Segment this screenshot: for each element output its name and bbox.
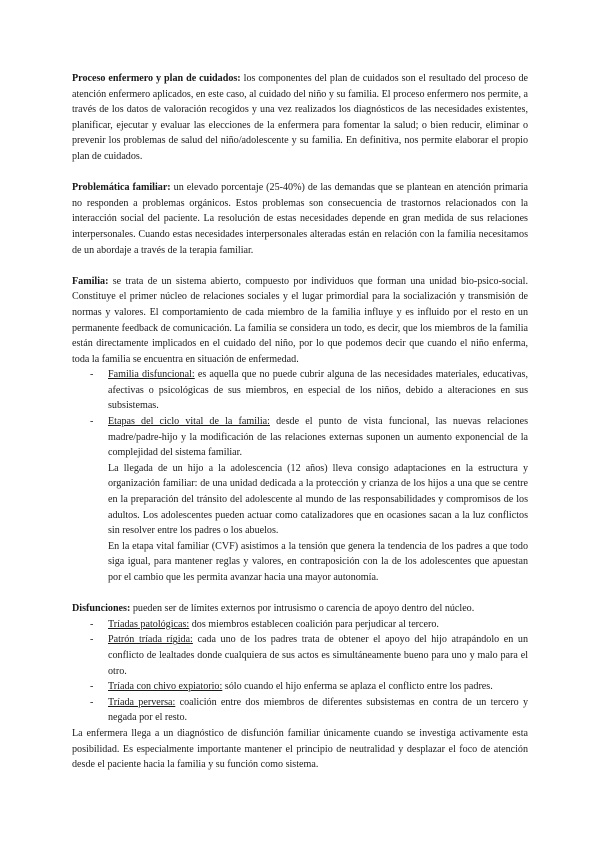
- heading-problematica-familiar: Problemática familiar:: [72, 182, 171, 194]
- indented-paragraph-cvf: En la etapa vital familiar (CVF) asistimos a la tensión que genera la tendencia de los padres a que todo siga igual, para mantener reglas y valores, en contraposición con la de los adolescentes que apuestan por el cambio que les permita avanzar hacia una mayor autonomía.: [108, 540, 528, 583]
- list-item-text: dos miembros establecen coalición para perjudicar al tercero.: [189, 618, 439, 630]
- list-item: [72, 695, 528, 726]
- disfunciones-list: [72, 617, 528, 726]
- list-item-text: cada uno de los padres trata de obtener el apoyo del hijo atrapándolo en un conflicto de lealtades donde cualquiera de sus actos es simultáneamente bueno para uno y malo para el otro.: [108, 634, 528, 677]
- list-item: [72, 632, 528, 679]
- list-item-text: es aquella que no puede cubrir alguna de las necesidades materiales, educativas, afectivas o psicológicas de sus miembros, en especial de los niños, debido a alteraciones en sus subsistemas.: [108, 369, 528, 412]
- list-item-term: Patrón tríada rígida:: [108, 634, 193, 646]
- paragraph-text: pueden ser de límites externos por intrusismo o carencia de apoyo dentro del núcleo.: [130, 603, 475, 615]
- list-item: [72, 679, 528, 695]
- indented-paragraph-adolescencia: La llegada de un hijo a la adolescencia (12 años) lleva consigo adaptaciones en la estructura y organización familiar: de una unidad dedicada a la protección y crianza de los hijos a una que se centre en la preparación del tránsito del adolescente al mundo de las responsabilidades y compromisos de los adultos. Los adolescentes pueden actuar como catalizadores que en ocasiones sacan a la luz conflictos sin resolver entre los padres o los abuelos.: [108, 462, 528, 537]
- heading-familia: Familia:: [72, 275, 109, 287]
- heading-proceso-enfermero: Proceso enfermero y plan de cuidados:: [72, 73, 241, 84]
- list-item: [72, 367, 528, 414]
- list-item: [72, 617, 528, 633]
- list-item-term: Familia disfuncional:: [108, 369, 195, 381]
- list-item-term: Etapas del ciclo vital de la familia:: [108, 416, 270, 428]
- paragraph-familia: [72, 274, 528, 368]
- list-item-term: Tríada con chivo expiatorio:: [108, 681, 223, 693]
- list-item-term: Tríada perversa:: [108, 696, 176, 708]
- list-item-term: Tríadas patológicas:: [108, 618, 190, 630]
- list-item-text: coalición entre dos miembros de diferentes subsistemas en contra de un tercero y negada por el resto.: [108, 696, 528, 724]
- heading-disfunciones: Disfunciones:: [72, 603, 131, 615]
- paragraph-disfunciones: [72, 601, 528, 617]
- paragraph-text: se trata de un sistema abierto, compuesto por individuos que forman una unidad bio-psico-social. Constituye el primer núcleo de relaciones sociales y el lugar primordial para la socialización y transmisión de normas y valores. El comportamiento de cada miembro de la familia influye y es influido por el resto en un permanente feedback de comunicación. La familia se considera un todo, es decir, que los miembros de la familia están directamente implicados en el cuidado del niño, por lo que podemos decir que cuando el niño enferma, toda la familia se encuentra en situación de enfermedad.: [72, 275, 528, 365]
- paragraph-text: un elevado porcentaje (25-40%) de las demandas que se plantean en atención primaria no responden a problemas orgánicos. Estos problemas son consecuencia de trastornos relacionados con la interacción social del paciente. La resolución de estas necesidades depende en gran medida de sus relaciones interpersonales. Cuando estas necesidades interpersonales alteradas están en relación con la familia necesitamos de un abordaje a través de la terapia familiar.: [72, 182, 528, 256]
- paragraph-problematica-familiar: [72, 180, 528, 258]
- list-item-text: sólo cuando el hijo enferma se aplaza el conflicto entre los padres.: [222, 681, 493, 693]
- paragraph-text: los componentes del plan de cuidados son el resultado del proceso de atención enfermero aplicados, en este caso, al cuidado del niño y su familia. El proceso enfermero nos permite, a través de los datos de valoración recogidos y una vez realizados los diagnósticos de las necesidades existentes, planificar, ejecutar y evaluar las elecciones de la enfermera para fomentar la salud; o bien reducir, eliminar o prevenir los problemas de salud del niño/adolescente y su familia. En definitiva, nos permite elaborar el propio plan de cuidados.: [72, 73, 528, 162]
- list-item: [72, 414, 528, 461]
- paragraph-conclusion: La enfermera llega a un diagnóstico de disfunción familiar únicamente cuando se investiga activamente esta posibilidad. Es especialmente importante mantener el principio de neutralidad y desplazar el foco de atención desde el paciente hacia la familia y su función como sistema.: [72, 727, 528, 771]
- paragraph-proceso-enfermero: [72, 71, 528, 165]
- familia-list: [72, 367, 528, 461]
- list-item-text: desde el punto de vista funcional, las nuevas relaciones madre/padre-hijo y la modificación de las relaciones externas suponen un aumento exponencial de la complejidad del sistema familiar.: [108, 416, 528, 459]
